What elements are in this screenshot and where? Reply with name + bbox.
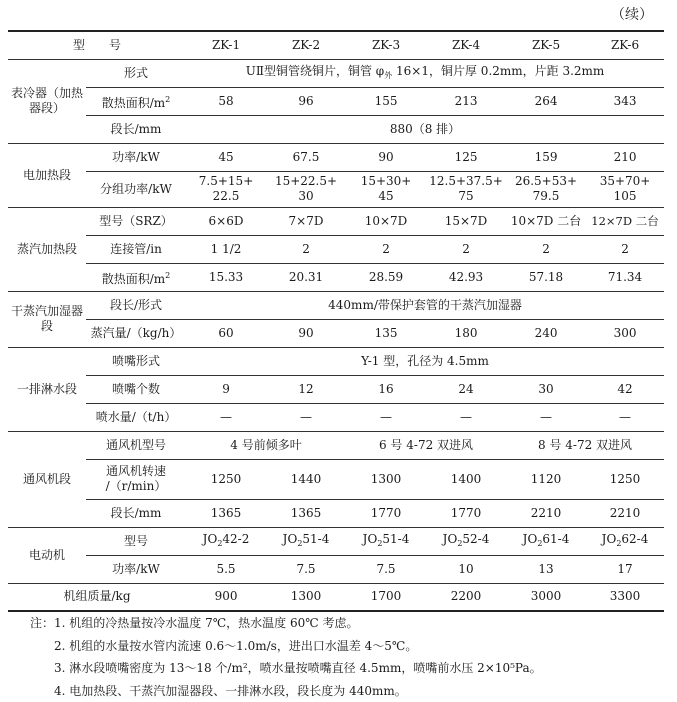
table-cell: 2210	[506, 499, 586, 527]
table-cell: —	[186, 403, 266, 431]
table-row	[8, 207, 664, 235]
table-cell: 135	[346, 319, 426, 347]
table-cell: 1300	[346, 459, 426, 499]
table-cell: 1365	[186, 499, 266, 527]
table-cell: 26.5+53+ 79.5	[506, 171, 586, 207]
table-cell: 6×6D	[186, 207, 266, 235]
table-row	[8, 403, 664, 431]
row-label: 喷嘴个数	[86, 375, 186, 403]
row-label: 蒸汽量/（kg/h）	[86, 319, 186, 347]
table-cell: 90	[346, 143, 426, 171]
table-cell: 1700	[346, 583, 426, 611]
table-cell: 1440	[266, 459, 346, 499]
table-cell: 2	[506, 235, 586, 263]
table-cell: 180	[426, 319, 506, 347]
table-cell: 1250	[586, 459, 664, 499]
table-cell: 12	[266, 375, 346, 403]
header-label: 型 号	[8, 31, 186, 59]
row-label: 形式	[86, 59, 186, 87]
table-cell: 16	[346, 375, 426, 403]
table-row	[8, 555, 664, 583]
table-row	[8, 431, 664, 459]
table-row	[8, 143, 664, 171]
row-label: 型号（SRZ）	[86, 207, 186, 235]
note-line: 3. 淋水段喷嘴密度为 13～18 个/m²，喷水量按喷嘴直径 4.5mm，喷嘴前水压 2×10⁵Pa。	[30, 657, 542, 680]
table-cell: 1770	[346, 499, 426, 527]
table-cell: 10	[426, 555, 506, 583]
table-cell: —	[346, 403, 426, 431]
row-label: 通风机转速 /（r/min）	[86, 459, 186, 499]
table-cell: 240	[506, 319, 586, 347]
table-cell: Y-1 型，孔径为 4.5mm	[186, 347, 664, 375]
table-cell: 1250	[186, 459, 266, 499]
table-cell: 42.93	[426, 263, 506, 291]
table-cell: 9	[186, 375, 266, 403]
row-label: 通风机型号	[86, 431, 186, 459]
model-header: ZK-4	[426, 31, 506, 59]
table-cell: 210	[586, 143, 664, 171]
table-cell: 15×7D	[426, 207, 506, 235]
table-cell: 880（8 排）	[186, 115, 664, 143]
table-cell: 35+70+ 105	[586, 171, 664, 207]
table-cell: 7×7D	[266, 207, 346, 235]
table-row	[8, 263, 664, 291]
table-cell: 300	[586, 319, 664, 347]
table-row	[8, 499, 664, 527]
table-cell: 1 1/2	[186, 235, 266, 263]
header-row	[8, 31, 664, 59]
table-row	[8, 459, 664, 499]
table-cell: $JO_252-4$	[426, 527, 506, 555]
table-cell: 71.34	[586, 263, 664, 291]
table-row	[8, 291, 664, 319]
table-cell: 42	[586, 375, 664, 403]
table-row	[8, 115, 664, 143]
table-cell: 30	[506, 375, 586, 403]
table-cell: 12×7D 二台	[586, 207, 664, 235]
table-cell: 900	[186, 583, 266, 611]
table-cell: 45	[186, 143, 266, 171]
table-cell: 3300	[586, 583, 664, 611]
table-cell: 2	[346, 235, 426, 263]
table-row	[8, 319, 664, 347]
group-label: 电动机	[8, 527, 86, 583]
table-cell: 12.5+37.5+ 75	[426, 171, 506, 207]
row-label: 段长/mm	[86, 115, 186, 143]
group-label: 电加热段	[8, 143, 86, 207]
table-cell: 15+22.5+ 30	[266, 171, 346, 207]
table-cell: 13	[506, 555, 586, 583]
table-row	[8, 527, 664, 555]
table-cell: 2	[586, 235, 664, 263]
group-label: 干蒸汽加湿器段	[8, 291, 86, 347]
table-cell: 17	[586, 555, 664, 583]
table-row	[8, 59, 664, 87]
table-cell: 10×7D 二台	[506, 207, 586, 235]
table-cell: 58	[186, 87, 266, 115]
table-cell: 2	[266, 235, 346, 263]
table-cell: $JO_261-4$	[506, 527, 586, 555]
table-cell: 155	[346, 87, 426, 115]
row-label: 型号	[86, 527, 186, 555]
note-line: 2. 机组的水量按水管内流速 0.6～1.0m/s，进出口水温差 4～5℃。	[30, 635, 542, 658]
table-cell: 2210	[586, 499, 664, 527]
table-cell: $JO_251-4$	[346, 527, 426, 555]
table-cell: 125	[426, 143, 506, 171]
row-label: 段长/mm	[86, 499, 186, 527]
table-cell: 4 号前倾多叶	[186, 431, 346, 459]
row-label: 连接管/in	[86, 235, 186, 263]
table-cell: 28.59	[346, 263, 426, 291]
table-cell: 7.5	[266, 555, 346, 583]
table-cell: 343	[586, 87, 664, 115]
cooler-form: UⅡ型铜管绕铜片，铜管 $\varphi_外$ 16×1，铜片厚 0.2mm，片距 3.2mm	[186, 59, 664, 87]
group-label: 通风机段	[8, 431, 86, 527]
table-cell: 159	[506, 143, 586, 171]
table-cell: 2200	[426, 583, 506, 611]
table-cell: 10×7D	[346, 207, 426, 235]
table-cell: 1300	[266, 583, 346, 611]
row-label: 散热面积$/m^2$	[86, 263, 186, 291]
table-cell: 264	[506, 87, 586, 115]
table-cell: 20.31	[266, 263, 346, 291]
table-cell: 213	[426, 87, 506, 115]
table-cell: 1365	[266, 499, 346, 527]
table-cell: 3000	[506, 583, 586, 611]
table-row	[8, 87, 664, 115]
table-cell: 60	[186, 319, 266, 347]
table-cell: $JO_262-4$	[586, 527, 664, 555]
continued-label: （续）	[611, 4, 653, 24]
table-cell: 7.5+15+ 22.5	[186, 171, 266, 207]
row-label: 喷水量/（t/h）	[86, 403, 186, 431]
row-label: 段长/形式	[86, 291, 186, 319]
table-cell: 6 号 4-72 双进风	[346, 431, 506, 459]
table-cell: —	[266, 403, 346, 431]
row-label: 功率/kW	[86, 143, 186, 171]
model-header: ZK-5	[506, 31, 586, 59]
table-cell: 15+30+ 45	[346, 171, 426, 207]
table-cell: 440mm/带保护套管的干蒸汽加湿器	[186, 291, 664, 319]
group-label: 表冷器（加热器段）	[8, 59, 86, 143]
row-label: 机组质量/kg	[8, 583, 186, 611]
group-label: 一排淋水段	[8, 347, 86, 431]
notes	[30, 612, 542, 702]
spec-table	[8, 30, 664, 612]
table-cell: 5.5	[186, 555, 266, 583]
note-line: 注：1. 机组的冷热量按冷水温度 7℃，热水温度 60℃ 考虑。	[30, 612, 542, 635]
row-label: 功率/kW	[86, 555, 186, 583]
table-cell: —	[506, 403, 586, 431]
table-cell: 1120	[506, 459, 586, 499]
row-label: 分组功率/kW	[86, 171, 186, 207]
table-cell: 96	[266, 87, 346, 115]
table-cell: 15.33	[186, 263, 266, 291]
table-cell: 1770	[426, 499, 506, 527]
table-cell: 57.18	[506, 263, 586, 291]
table-cell: 1400	[426, 459, 506, 499]
table-cell: 24	[426, 375, 506, 403]
table-cell: 7.5	[346, 555, 426, 583]
model-header: ZK-2	[266, 31, 346, 59]
table-cell: $JO_242-2$	[186, 527, 266, 555]
table-row	[8, 235, 664, 263]
table-row	[8, 347, 664, 375]
table-cell: 90	[266, 319, 346, 347]
row-label: 喷嘴形式	[86, 347, 186, 375]
model-header: ZK-3	[346, 31, 426, 59]
model-header: ZK-1	[186, 31, 266, 59]
table-row	[8, 375, 664, 403]
group-label: 蒸汽加热段	[8, 207, 86, 291]
table-cell: 67.5	[266, 143, 346, 171]
model-header: ZK-6	[586, 31, 664, 59]
table-row	[8, 171, 664, 207]
table-cell: —	[586, 403, 664, 431]
table-cell: 2	[426, 235, 506, 263]
table-row	[8, 583, 664, 611]
table-cell: 8 号 4-72 双进风	[506, 431, 664, 459]
table-cell: $JO_251-4$	[266, 527, 346, 555]
table-cell: —	[426, 403, 506, 431]
row-label: 散热面积$/m^2$	[86, 87, 186, 115]
note-line: 4. 电加热段、干蒸汽加湿器段、一排淋水段，段长度为 440mm。	[30, 680, 542, 702]
